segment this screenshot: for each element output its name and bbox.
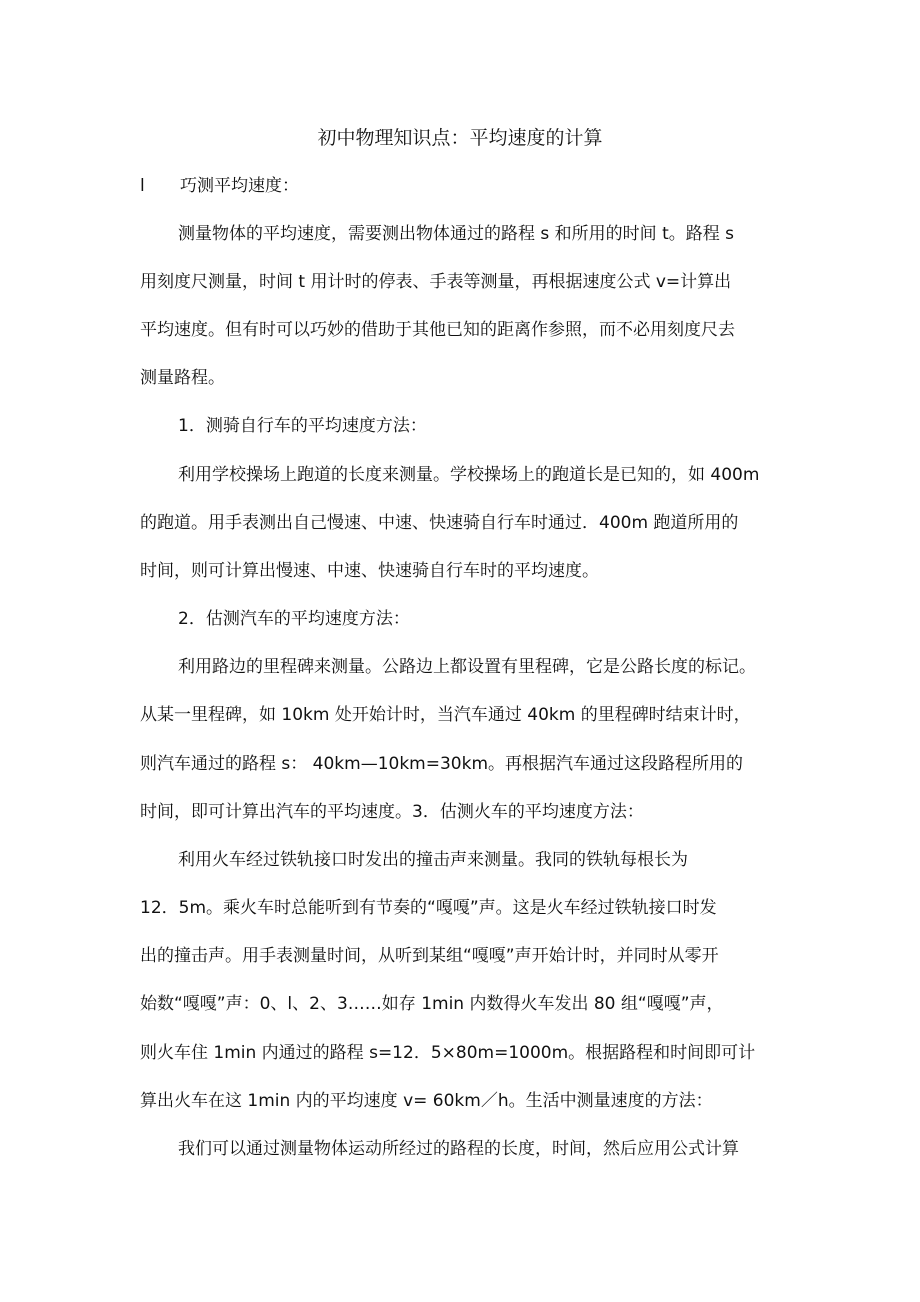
paragraph-line: 从某一里程碑，如 10km 处开始计时，当汽车通过 40km 的里程碑时结束计时， (140, 705, 751, 725)
paragraph-line: 我们可以通过测量物体运动所经过的路程的长度，时间，然后应用公式计算 (178, 1139, 739, 1159)
paragraph-line: 则汽车通过的路程 s： 40km—10km=30km。再根据汽车通过这段路程所用的 (140, 754, 744, 774)
paragraph-line: 算出火车在这 1min 内的平均速度 v= 60km／h。生活中测量速度的方法： (140, 1091, 713, 1111)
paragraph-line: 12．5m。乘火车时总能听到有节奏的“嘎嘎”声。这是火车经过铁轨接口时发 (140, 898, 717, 918)
paragraph-line: 利用路边的里程碑来测量。公路边上都设置有里程碑，它是公路长度的标记。 (178, 657, 756, 677)
section-heading: 巧测平均速度： (180, 176, 299, 196)
paragraph-line: 始数“嘎嘎”声：0、l、2、3……如存 1min 内数得火车发出 80 组“嘎嘎”声， (140, 994, 724, 1014)
paragraph-line: 的跑道。用手表测出自己慢速、中速、快速骑自行车时通过．400m 跑道所用的 (140, 513, 739, 533)
paragraph-line: 时间，则可计算出慢速、中速、快速骑自行车时的平均速度。 (140, 561, 599, 581)
paragraph-line: 平均速度。但有时可以巧妙的借助于其他已知的距离作参照，而不必用刻度尺去 (140, 320, 735, 340)
paragraph-line: 测量路程。 (140, 368, 225, 388)
subheading: 1．测骑自行车的平均速度方法： (178, 416, 427, 436)
paragraph-line: 利用学校操场上跑道的长度来测量。学校操场上的跑道长是已知的，如 400m (178, 465, 760, 485)
paragraph-line: 测量物体的平均速度，需要测出物体通过的路程 s 和所用的时间 t。路程 s (178, 224, 734, 244)
page-title: 初中物理知识点：平均速度的计算 (317, 127, 603, 149)
paragraph-line: 则火车住 1min 内通过的路程 s=12．5×80m=1000m。根据路程和时间即可计 (140, 1043, 756, 1063)
paragraph-line: 出的撞击声。用手表测量时间，从听到某组“嘎嘎”声开始计时，并同时从零开 (140, 946, 719, 966)
section-marker: l (140, 176, 145, 196)
paragraph-line: 时间，即可计算出汽车的平均速度。3．估测火车的平均速度方法： (140, 802, 644, 822)
subheading: 2．估测汽车的平均速度方法： (178, 609, 410, 629)
paragraph-line: 利用火车经过铁轨接口时发出的撞击声来测量。我同的铁轨每根长为 (178, 850, 688, 870)
paragraph-line: 用刻度尺测量，时间 t 用计时的停表、手表等测量，再根据速度公式 v=计算出 (140, 272, 732, 292)
